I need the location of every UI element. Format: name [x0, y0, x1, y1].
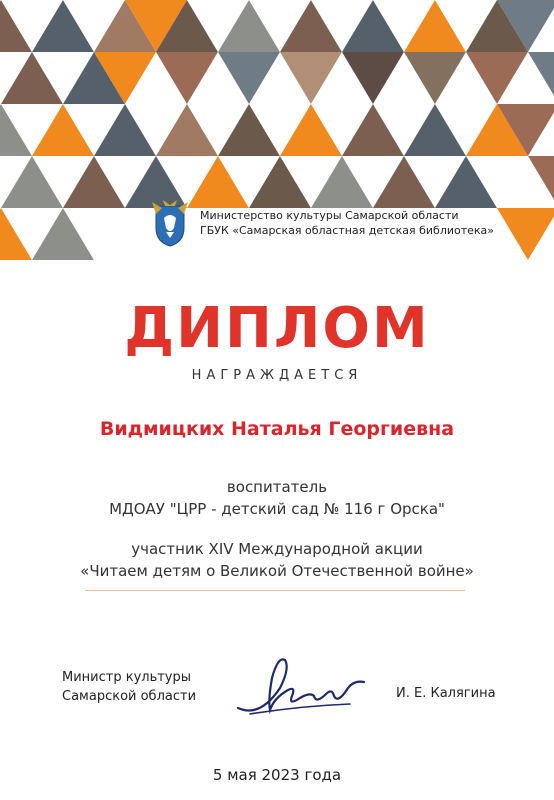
minister-title: [62, 668, 196, 706]
minister-title-line-1: Министр культуры: [62, 670, 192, 685]
organization-header: [148, 198, 494, 248]
library-name: ГБУК «Самарская областная детская библиотека»: [200, 224, 495, 237]
diploma-subtitle: НАГРАЖДАЕТСЯ: [191, 368, 363, 383]
handwritten-signature: [230, 648, 370, 728]
minister-title-line-2: Самарской области: [62, 689, 197, 704]
recipient-position: воспитатель: [226, 478, 328, 496]
diploma-title: ДИПЛОМ: [124, 296, 430, 361]
participation-line-2: «Читаем детям о Великой Отечественной войне»: [80, 562, 474, 580]
signer-name: И. Е. Калягина: [396, 686, 496, 701]
award-date: 5 мая 2023 года: [212, 766, 342, 784]
participation-line-1: участник XIV Международной акции: [131, 540, 423, 558]
samara-coat-of-arms-icon: [148, 198, 192, 248]
organization-text: [200, 208, 494, 238]
ministry-name: Министерство культуры Самарской области: [200, 209, 459, 222]
divider-line: [85, 590, 465, 591]
recipient-name: Видмицких Наталья Георгиевна: [99, 418, 455, 440]
recipient-organization: МДОАУ "ЦРР - детский сад № 116 г Орска": [109, 500, 445, 518]
